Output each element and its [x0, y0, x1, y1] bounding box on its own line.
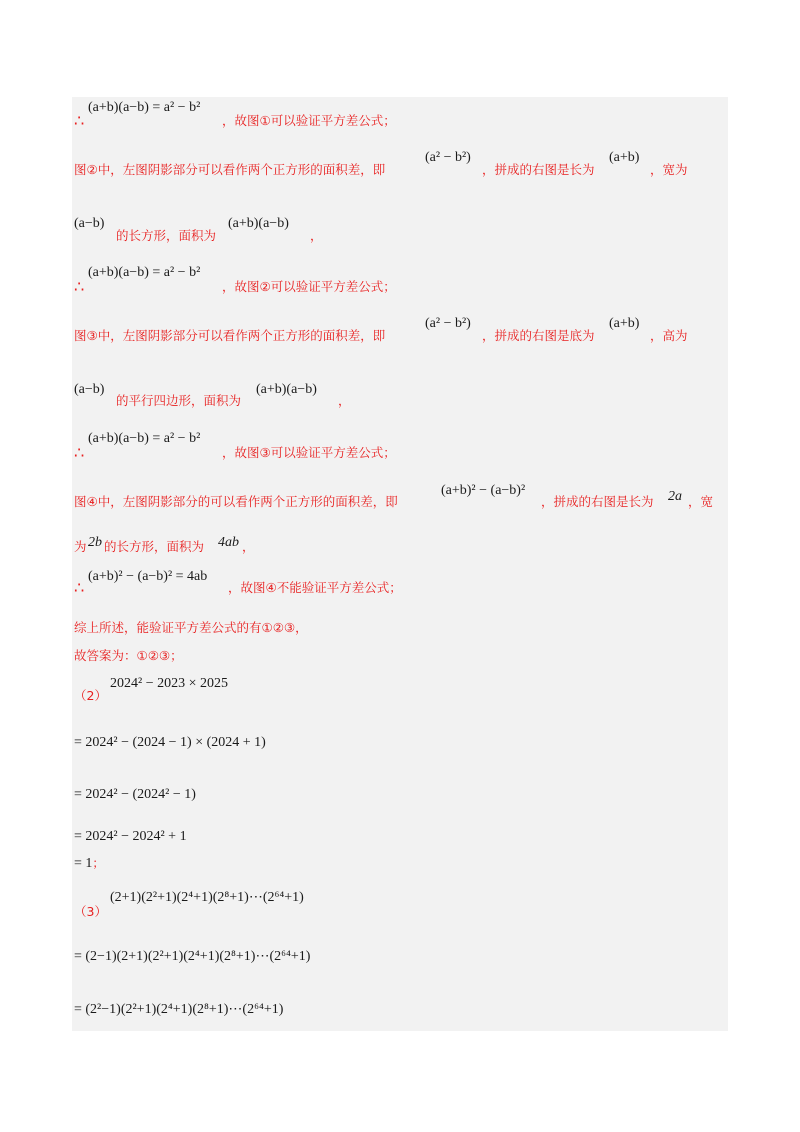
formula-difference-of-squares: (a+b)(a−b) = a² − b² — [88, 100, 201, 115]
fig2-length: (a+b) — [609, 150, 640, 165]
therefore-symbol: ∴ — [74, 443, 85, 462]
conclusion-fig4: ，故图④不能验证平方差公式； — [228, 580, 402, 595]
fig3-base: (a+b) — [609, 316, 640, 331]
fig2-sq-diff: (a² − b²) — [425, 150, 471, 165]
fig2-text-c: ，宽为 — [650, 162, 688, 177]
fig2-area: (a+b)(a−b) — [228, 216, 289, 231]
q3-expression: (2+1)(2²+1)(2⁴+1)(2⁸+1)⋯(2⁶⁴+1) — [110, 890, 304, 905]
conclusion-fig1: ，故图①可以验证平方差公式； — [222, 113, 396, 128]
answer-line: 故答案为：①②③； — [74, 648, 183, 663]
fig2-width: (a−b) — [74, 216, 105, 231]
fig3-height: (a−b) — [74, 382, 105, 397]
q3-step-1: = (2−1)(2+1)(2²+1)(2⁴+1)(2⁸+1)⋯(2⁶⁴+1) — [74, 949, 311, 964]
question-3-label: （3） — [74, 904, 107, 919]
q2-step-4: = 1； — [74, 856, 105, 871]
q2-step-1: = 2024² − (2024 − 1) × (2024 + 1) — [74, 735, 266, 750]
fig4-length: 2a — [668, 489, 682, 504]
fig4-text-c: ，宽 — [688, 494, 714, 509]
fig4-text-a: 图④中，左图阴影部分的可以看作两个正方形的面积差，即 — [74, 494, 398, 509]
therefore-symbol: ∴ — [74, 578, 85, 597]
fig4-text-f: ， — [242, 539, 255, 554]
fig4-width: 2b — [88, 535, 102, 550]
formula-difference-of-squares: (a+b)(a−b) = a² − b² — [88, 431, 201, 446]
therefore-symbol: ∴ — [74, 277, 85, 296]
fig4-sq-diff: (a+b)² − (a−b)² — [441, 483, 526, 498]
fig2-text-d: 的长方形，面积为 — [116, 228, 217, 243]
fig3-text-b: ，拼成的右图是底为 — [482, 328, 595, 343]
fig2-text-a: 图②中，左图阴影部分可以看作两个正方形的面积差，即 — [74, 162, 386, 177]
conclusion-fig3: ，故图③可以验证平方差公式； — [222, 445, 396, 460]
fig4-text-b: ，拼成的右图是长为 — [541, 494, 654, 509]
fig3-sq-diff: (a² − b²) — [425, 316, 471, 331]
formula-4ab: (a+b)² − (a−b)² = 4ab — [88, 569, 208, 584]
fig2-text-e: ， — [310, 228, 323, 243]
fig3-area: (a+b)(a−b) — [256, 382, 317, 397]
summary-line: 综上所述，能验证平方差公式的有①②③， — [74, 620, 308, 635]
formula-difference-of-squares: (a+b)(a−b) = a² − b² — [88, 265, 201, 280]
fig4-area: 4ab — [218, 535, 239, 550]
q2-expression: 2024² − 2023 × 2025 — [110, 676, 228, 691]
fig3-text-a: 图③中，左图阴影部分可以看作两个正方形的面积差，即 — [74, 328, 386, 343]
fig4-text-e: 的长方形，面积为 — [104, 539, 205, 554]
fig2-text-b: ，拼成的右图是长为 — [482, 162, 595, 177]
q2-step-3: = 2024² − 2024² + 1 — [74, 829, 187, 844]
fig4-text-d: 为 — [74, 539, 87, 554]
fig3-text-e: ， — [338, 393, 351, 408]
conclusion-fig2: ，故图②可以验证平方差公式； — [222, 279, 396, 294]
question-2-label: （2） — [74, 688, 107, 703]
q3-step-2: = (2²−1)(2²+1)(2⁴+1)(2⁸+1)⋯(2⁶⁴+1) — [74, 1002, 284, 1017]
fig3-text-d: 的平行四边形，面积为 — [116, 393, 242, 408]
therefore-symbol: ∴ — [74, 111, 85, 130]
q2-step-2: = 2024² − (2024² − 1) — [74, 787, 196, 802]
fig3-text-c: ，高为 — [650, 328, 688, 343]
